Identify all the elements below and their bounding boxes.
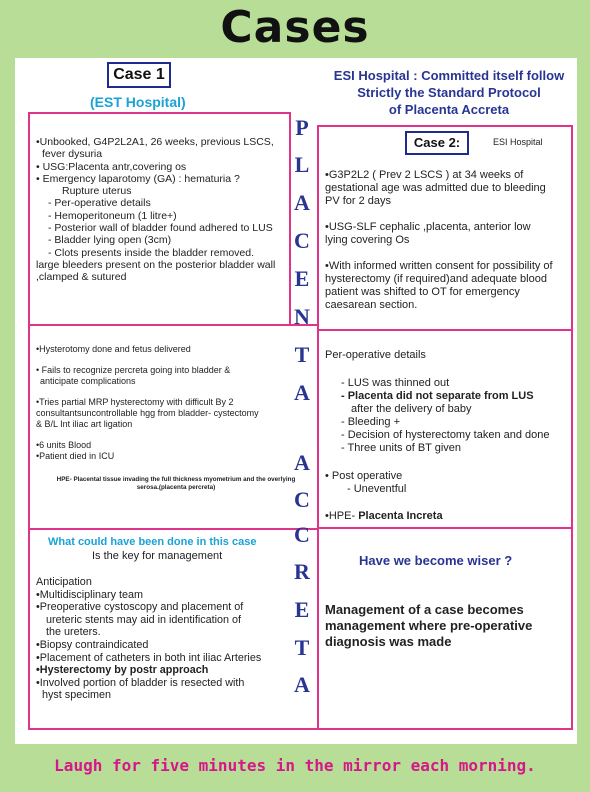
case2-hospital: ESI Hospital xyxy=(493,137,543,147)
text-line: hysterectomy (if required)and adequate blood xyxy=(325,273,547,285)
text-line: •Biopsy contraindicated xyxy=(36,638,149,651)
text-line: •Placement of catheters in both int iliac Arteries xyxy=(36,651,262,664)
text-line: the ureters. xyxy=(46,626,101,639)
esi-heading-line: Strictly the Standard Protocol xyxy=(357,85,541,100)
footer-quote: Laugh for five minutes in the mirror each morning. xyxy=(54,756,536,775)
esi-heading-line: of Placenta Accreta xyxy=(388,102,510,117)
text-line: - Per-operative details xyxy=(48,197,151,210)
text-line: PV for 2 days xyxy=(325,195,392,207)
case1-hospital: (EST Hospital) xyxy=(90,94,186,110)
vertical-letter: C xyxy=(294,487,310,512)
case2-postop: • Post operative xyxy=(325,470,403,482)
case2-perop-list xyxy=(341,377,571,455)
case2-perop-box xyxy=(317,329,573,529)
text-line: Anticipation xyxy=(36,576,92,588)
text-line: Rupture uterus xyxy=(62,185,132,198)
vertical-letter: R xyxy=(294,559,310,584)
hpe-prefix: •HPE- xyxy=(325,510,359,522)
wiser-heading: Have we become wiser ? xyxy=(359,553,513,568)
text-line: •Unbooked, G4P2L2A1, 26 weeks, previous LSCS, xyxy=(36,136,274,148)
case1-history xyxy=(36,136,288,284)
lessons-heading: What could have been done in this case xyxy=(48,536,257,548)
case1-label: Case 1 xyxy=(107,62,171,88)
text-line: patient was shifted to OT for emergency xyxy=(325,286,520,298)
vertical-letter: C xyxy=(294,228,310,253)
text-line: • Emergency laparotomy (GA) : hematuria ? xyxy=(36,172,240,185)
vertical-letter: T xyxy=(294,635,310,660)
text-line: •Preoperative cystoscopy and placement of xyxy=(36,601,244,614)
case2-perop-heading: Per-operative details xyxy=(325,349,426,361)
text-line: lying covering Os xyxy=(325,234,410,246)
case2-history-box xyxy=(317,125,573,331)
case1-hpe: HPE- Placental tissue invading the full thickness myometrium and the overlying serosa.(placenta percreta) xyxy=(56,476,296,491)
text-line: diagnosis was made xyxy=(325,634,452,649)
text-line: •USG-SLF cephalic ,placenta, anterior low xyxy=(325,221,531,233)
text-line: after the delivery of baby xyxy=(351,403,472,415)
text-line: •Hysterectomy by postr approach xyxy=(36,664,209,677)
text-line: •Involved portion of bladder is resected with xyxy=(36,676,245,689)
esi-heading-line: ESI Hospital : Committed itself follow xyxy=(333,68,565,83)
wiser-box xyxy=(317,527,573,730)
text-line: gestational age was admitted due to bleeding xyxy=(325,182,546,194)
case1-history-box xyxy=(28,112,291,326)
vertical-letter: A xyxy=(294,672,310,697)
vertical-letter: L xyxy=(294,152,310,177)
text-line: - Posterior wall of bladder found adhered to LUS xyxy=(48,222,273,235)
text-line: - Three units of BT given xyxy=(341,442,462,454)
vertical-letter: C xyxy=(294,522,310,547)
text-line: management where pre-operative xyxy=(325,618,533,633)
vertical-letter: A xyxy=(294,380,310,405)
text-line: • Fails to recognize percreta going into bladder & xyxy=(36,365,231,375)
text-line: •With informed written consent for possibility of xyxy=(325,260,553,272)
vertical-letter: E xyxy=(294,597,310,622)
text-line: - Placenta did not separate from LUS xyxy=(341,390,534,402)
case2-label: Case 2: xyxy=(405,131,469,155)
text-line: - Decision of hysterectomy taken and done xyxy=(341,429,550,441)
text-line: caesarean section. xyxy=(325,299,418,311)
vertical-letter: A xyxy=(294,190,310,215)
text-line: •6 units Blood xyxy=(36,440,92,450)
vertical-letter: E xyxy=(294,266,310,291)
vertical-letter: A xyxy=(294,450,310,475)
text-line: anticipate complications xyxy=(40,376,136,386)
lessons-box xyxy=(28,528,319,730)
wiser-body xyxy=(325,602,571,650)
case2-history xyxy=(325,169,571,312)
esi-heading xyxy=(318,67,580,118)
text-line: ureteric stents may aid in identification of xyxy=(46,613,242,626)
text-line: hyst specimen xyxy=(42,689,112,702)
lessons-list xyxy=(36,576,316,702)
case1-management xyxy=(36,344,314,462)
hpe-value: Placenta Increta xyxy=(358,510,443,522)
lessons-subheading: Is the key for management xyxy=(92,550,223,562)
text-line: - LUS was thinned out xyxy=(341,377,450,389)
text-line: consultantsuncontrollable hgg from bladder- cystectomy xyxy=(36,408,259,418)
vertical-letter: P xyxy=(295,115,309,140)
text-line: - Bladder lying open (3cm) xyxy=(48,234,172,247)
text-line: - Clots presents inside the bladder removed. xyxy=(48,246,255,259)
text-line: • USG:Placenta antr,covering os xyxy=(36,160,187,173)
text-line: - Hemoperitoneum (1 litre+) xyxy=(48,209,177,222)
text-line: •Hysterotomy done and fetus delivered xyxy=(36,344,191,354)
case2-hpe xyxy=(325,510,443,523)
case2-postop-detail: - Uneventful xyxy=(347,483,407,495)
text-line: ,clamped & sutured xyxy=(36,271,127,284)
page-title: Cases xyxy=(220,2,370,53)
vertical-letter: T xyxy=(294,342,310,367)
text-line: •Tries partial MRP hysterectomy with difficult By 2 xyxy=(36,397,234,407)
text-line: •Patient died in ICU xyxy=(36,451,115,461)
text-line: - Bleeding + xyxy=(341,416,401,428)
vertical-letter: N xyxy=(294,304,310,329)
text-line: •Multidisciplinary team xyxy=(36,588,143,601)
text-line: fever dysuria xyxy=(42,148,103,161)
text-line: •G3P2L2 ( Prev 2 LSCS ) at 34 weeks of xyxy=(325,169,524,181)
case1-management-box xyxy=(28,324,319,530)
text-line: Management of a case becomes xyxy=(325,602,524,617)
text-line: & B/L Int iliac art ligation xyxy=(36,419,133,429)
text-line: large bleeders present on the posterior bladder wall xyxy=(36,258,276,271)
